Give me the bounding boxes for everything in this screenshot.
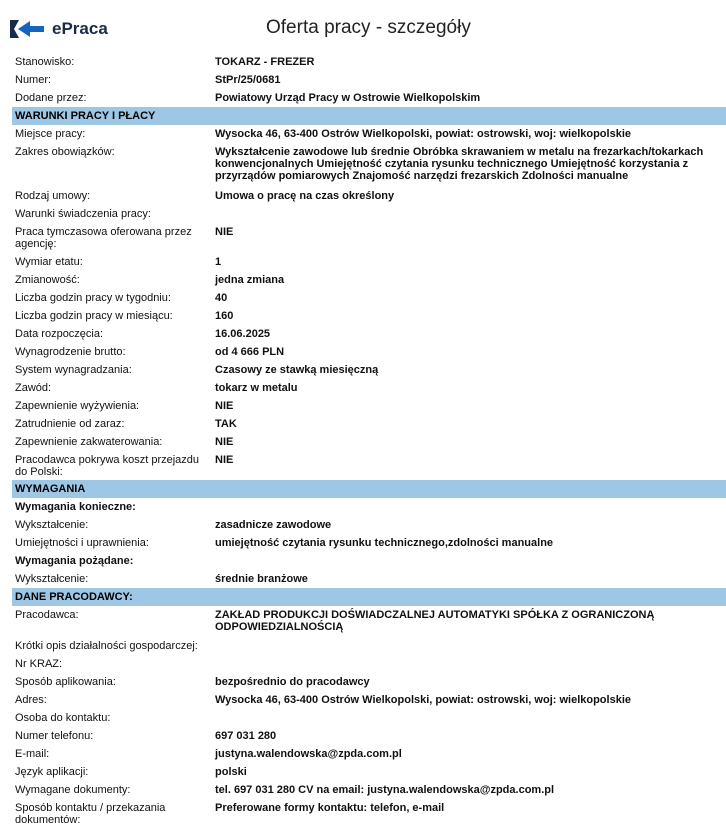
field-label: Wykształcenie: [15, 519, 89, 531]
field-label: Nr KRAZ: [15, 658, 63, 670]
row-miejsce-pracy [0, 125, 726, 143]
row-wyksztalcenie-pozadane [0, 570, 726, 588]
row-numer-telefonu [0, 727, 726, 745]
field-label: Numer: [15, 74, 52, 86]
field-label: Adres: [15, 694, 47, 706]
row-system-wynagradzania [0, 361, 726, 379]
field-label: Zapewnienie zakwaterowania: [15, 436, 163, 448]
row-zmianowosc [0, 271, 726, 289]
row-jezyk-aplikacji [0, 763, 726, 781]
row-wymagane-dokumenty [0, 781, 726, 799]
field-value: Wysocka 46, 63-400 Ostrów Wielkopolski, powiat: ostrowski, woj: wielkopolskie [215, 694, 631, 706]
field-value: Wykształcenie zawodowe lub średnie Obróbka skrawaniem w metalu na frezarkach/tokarkach konwencjonalnych Umiejętność czytania rysunku technicznego Umiejętność korzystania z przyrządów pomiarowych Znajomość narzędzi frezarskich Zdolności manualne [215, 146, 704, 182]
row-zawod [0, 379, 726, 397]
field-label: Warunki świadczenia pracy: [15, 208, 151, 220]
field-label: Zmianowość: [15, 274, 80, 286]
row-wymiar-etatu [0, 253, 726, 271]
row-wyksztalcenie-konieczne [0, 516, 726, 534]
field-value: NIE [215, 226, 234, 238]
subheading-text: Wymagania pożądane: [15, 555, 134, 567]
row-wyzywienie [0, 397, 726, 415]
section-title: WYMAGANIA [15, 483, 86, 495]
field-value: 697 031 280 [215, 730, 277, 742]
field-value: 16.06.2025 [215, 328, 271, 340]
field-value: 160 [215, 310, 234, 322]
field-value: zasadnicze zawodowe [215, 519, 332, 531]
row-godziny-tydzien [0, 289, 726, 307]
row-dodane-przez [0, 89, 726, 107]
row-zatrudnienie-od-zaraz [0, 415, 726, 433]
field-label: Wymiar etatu: [15, 256, 83, 268]
field-label: Wynagrodzenie brutto: [15, 346, 126, 358]
field-value: Powiatowy Urząd Pracy w Ostrowie Wielkopolskim [215, 92, 481, 104]
offer-details [0, 53, 726, 825]
section-pracodawca-header [12, 588, 726, 606]
field-label: E-mail: [15, 748, 50, 760]
field-label: Praca tymczasowa oferowana przez agencję: [15, 226, 192, 250]
field-label: Sposób aplikowania: [15, 676, 116, 688]
field-label: Zapewnienie wyżywienia: [15, 400, 140, 412]
field-label: Wymagane dokumenty: [15, 784, 131, 796]
row-osoba-kontakt [0, 709, 726, 727]
field-label: Numer telefonu: [15, 730, 94, 742]
field-label: Sposób kontaktu / przekazania dokumentów: [15, 802, 166, 826]
field-value: TOKARZ - FREZER [215, 56, 315, 68]
row-email [0, 745, 726, 763]
section-title: DANE PRACODAWCY: [15, 591, 133, 603]
field-label: Osoba do kontaktu: [15, 712, 111, 724]
field-label: Miejsce pracy: [15, 128, 86, 140]
field-value: NIE [215, 400, 234, 412]
field-label: Liczba godzin pracy w miesiącu: [15, 310, 173, 322]
row-adres [0, 691, 726, 709]
field-value: tokarz w metalu [215, 382, 298, 394]
field-label: Język aplikacji: [15, 766, 89, 778]
row-godziny-miesiac [0, 307, 726, 325]
row-pracodawca [0, 606, 726, 637]
row-numer [0, 71, 726, 89]
row-warunki-swiadczenia [0, 205, 726, 223]
field-label: Wykształcenie: [15, 573, 89, 585]
row-nr-kraz [0, 655, 726, 673]
field-value: jedna zmiana [215, 274, 285, 286]
field-value: bezpośrednio do pracodawcy [215, 676, 370, 688]
field-label: Zawód: [15, 382, 52, 394]
field-label: Data rozpoczęcia: [15, 328, 104, 340]
row-zakwaterowanie [0, 433, 726, 451]
field-value: justyna.walendowska@zpda.com.pl [215, 748, 402, 760]
field-value: 40 [215, 292, 228, 304]
field-value: StPr/25/0681 [215, 74, 281, 86]
field-label: Liczba godzin pracy w tygodniu: [15, 292, 171, 304]
field-value: Wysocka 46, 63-400 Ostrów Wielkopolski, powiat: ostrowski, woj: wielkopolskie [215, 128, 631, 140]
field-value: średnie branżowe [215, 573, 308, 585]
page-title: Oferta pracy - szczegóły [266, 17, 471, 38]
section-warunki-header [12, 107, 726, 125]
field-value: NIE [215, 436, 234, 448]
field-value: Czasowy ze stawką miesięczną [215, 364, 379, 376]
field-label: System wynagradzania: [15, 364, 132, 376]
row-data-rozpoczecia [0, 325, 726, 343]
required-subheading [0, 498, 726, 516]
field-label: Rodzaj umowy: [15, 190, 91, 202]
field-label: Krótki opis działalności gospodarczej: [15, 640, 198, 652]
section-wymagania-header [12, 480, 726, 498]
row-sposob-aplikowania [0, 673, 726, 691]
field-value: 1 [215, 256, 222, 268]
field-label: Zatrudnienie od zaraz: [15, 418, 125, 430]
field-value: polski [215, 766, 247, 778]
row-umiejetnosci [0, 534, 726, 552]
row-sposob-kontaktu [0, 799, 726, 825]
field-value: od 4 666 PLN [215, 346, 285, 358]
field-value: TAK [215, 418, 237, 430]
section-title: WARUNKI PRACY I PŁACY [15, 110, 156, 122]
field-value: NIE [215, 454, 234, 466]
row-praca-tymczasowa [0, 223, 726, 253]
field-label: Umiejętności i uprawnienia: [15, 537, 149, 549]
field-value: Umowa o pracę na czas określony [215, 190, 395, 202]
logo-text: ePraca [52, 19, 108, 38]
epraca-logo-icon [8, 18, 48, 40]
row-opis-dzialalnosci [0, 637, 726, 655]
epraca-logo[interactable] [8, 18, 118, 40]
row-koszt-przejazdu [0, 451, 726, 480]
row-rodzaj-umowy [0, 187, 726, 205]
field-label: Dodane przez: [15, 92, 87, 104]
row-wynagrodzenie [0, 343, 726, 361]
field-label: Stanowisko: [15, 56, 75, 68]
preferred-subheading [0, 552, 726, 570]
field-value: tel. 697 031 280 CV na email: justyna.walendowska@zpda.com.pl [215, 784, 555, 796]
page-header [0, 0, 726, 50]
field-value: umiejętność czytania rysunku technicznego,zdolności manualne [215, 537, 554, 549]
field-value: ZAKŁAD PRODUKCJI DOŚWIADCZALNEJ AUTOMATYKI SPÓŁKA Z OGRANICZONĄ ODPOWIEDZIALNOŚCIĄ [215, 609, 655, 633]
row-stanowisko [0, 53, 726, 71]
row-zakres-obowiazkow [0, 143, 726, 187]
field-label: Pracodawca pokrywa koszt przejazdu do Polski: [15, 454, 200, 478]
field-label: Zakres obowiązków: [15, 146, 115, 158]
field-value: Preferowane formy kontaktu: telefon, e-mail [215, 802, 445, 814]
field-label: Pracodawca: [15, 609, 79, 621]
subheading-text: Wymagania konieczne: [15, 501, 136, 513]
